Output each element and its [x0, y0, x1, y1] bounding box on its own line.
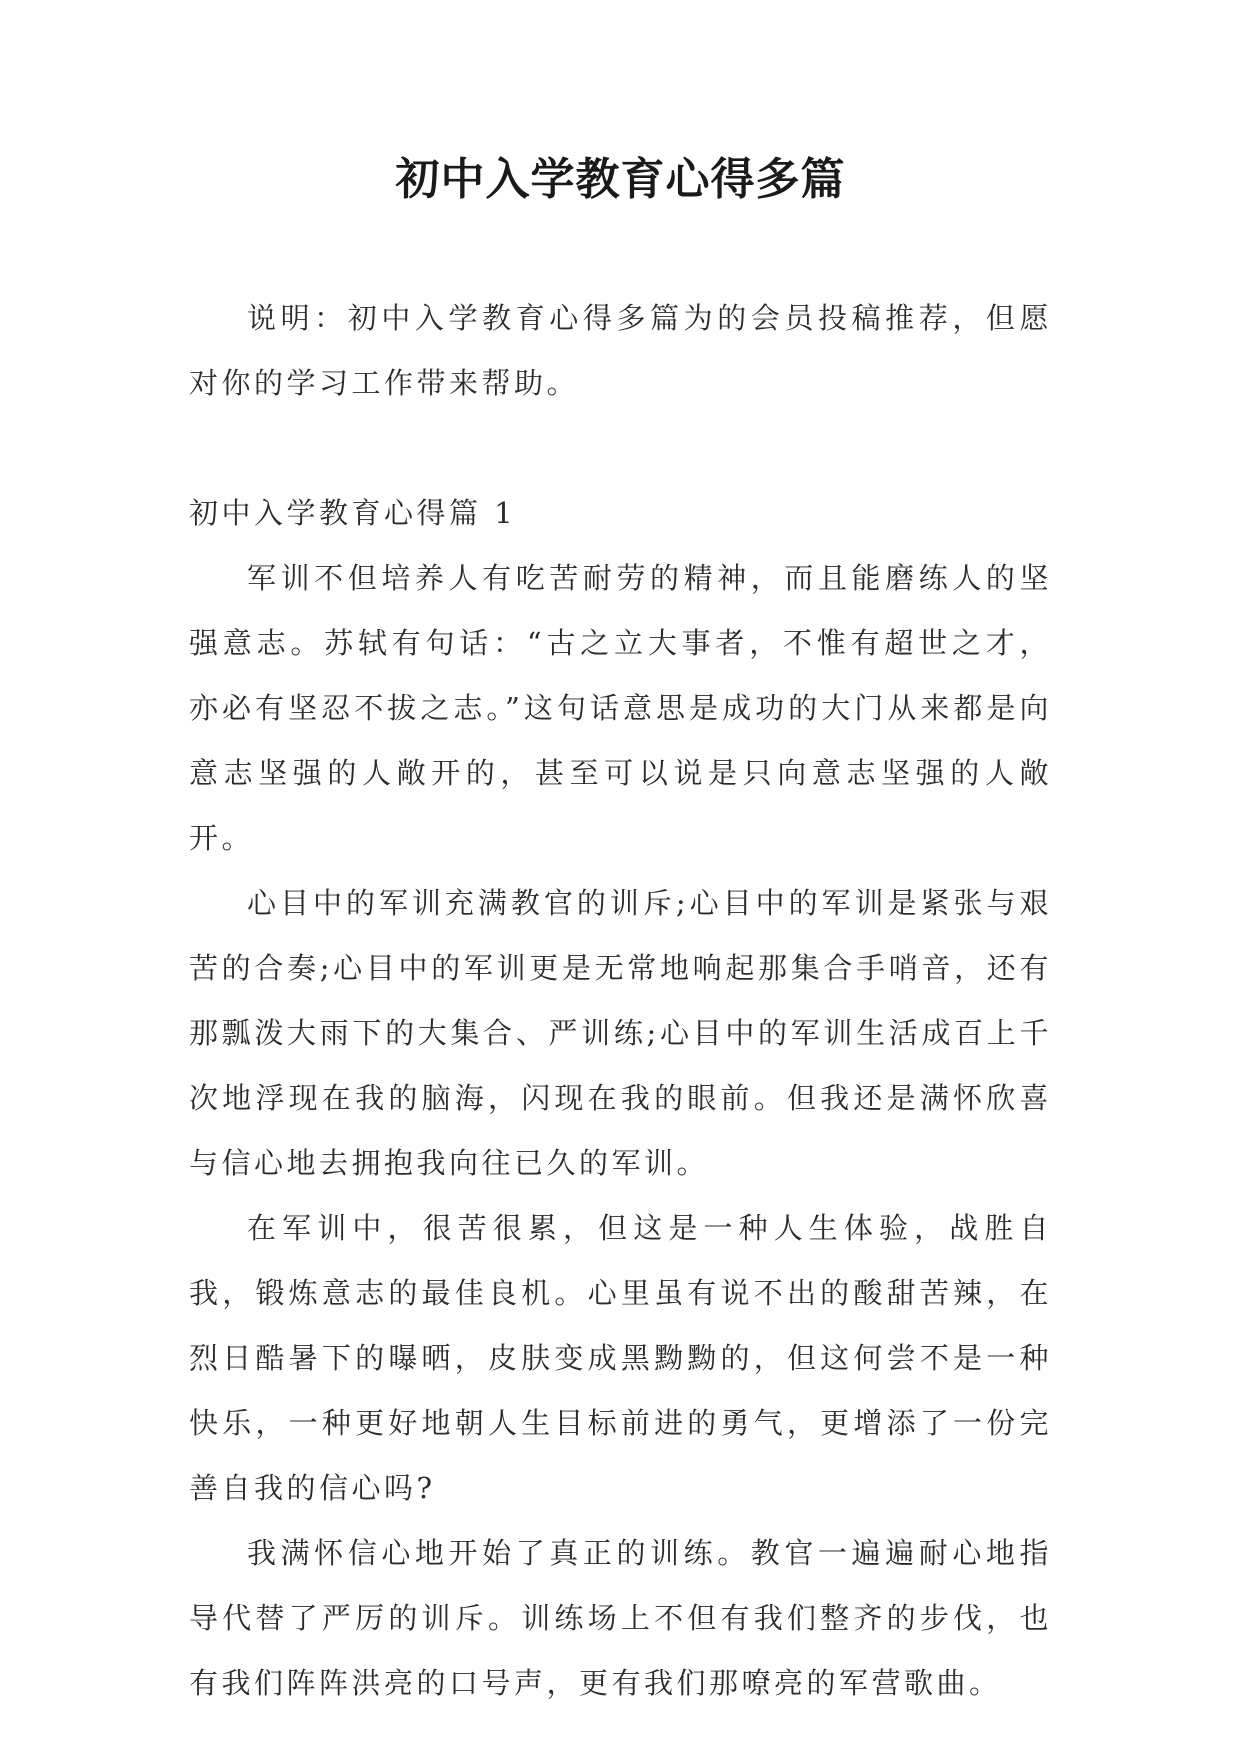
body-paragraph: 军训不但培养人有吃苦耐劳的精神，而且能磨练人的坚强意志。苏轼有句话：“古之立大事者，不惟有超世之才，亦必有坚忍不拔之志。”这句话意思是成功的大门从来都是向意志坚强的人敞开的，甚至可以说是只向意志坚强的人敞开。	[189, 561, 1052, 855]
intro-note: 说明：初中入学教育心得多篇为的会员投稿推荐，但愿对你的学习工作带来帮助。	[189, 301, 1052, 400]
document-title: 初中入学教育心得多篇	[395, 154, 846, 205]
document-body	[189, 286, 1052, 1716]
body-paragraph: 心目中的军训充满教官的训斥;心目中的军训是紧张与艰苦的合奏;心目中的军训更是无常地响起那集合手哨音，还有那瓢泼大雨下的大集合、严训练;心目中的军训生活成百上千次地浮现在我的脑海，闪现在我的眼前。但我还是满怀欣喜与信心地去拥抱我向往已久的军训。	[189, 886, 1052, 1180]
section-heading: 初中入学教育心得篇 1	[189, 496, 517, 530]
body-paragraph: 我满怀信心地开始了真正的训练。教官一遍遍耐心地指导代替了严厉的训斥。训练场上不但有我们整齐的步伐，也有我们阵阵洪亮的口号声，更有我们那嘹亮的军营歌曲。	[189, 1536, 1052, 1700]
body-paragraph: 在军训中，很苦很累，但这是一种人生体验，战胜自我，锻炼意志的最佳良机。心里虽有说不出的酸甜苦辣，在烈日酷暑下的曝晒，皮肤变成黑黝黝的，但这何尝不是一种快乐，一种更好地朝人生目标前进的勇气，更增添了一份完善自我的信心吗?	[189, 1211, 1052, 1505]
